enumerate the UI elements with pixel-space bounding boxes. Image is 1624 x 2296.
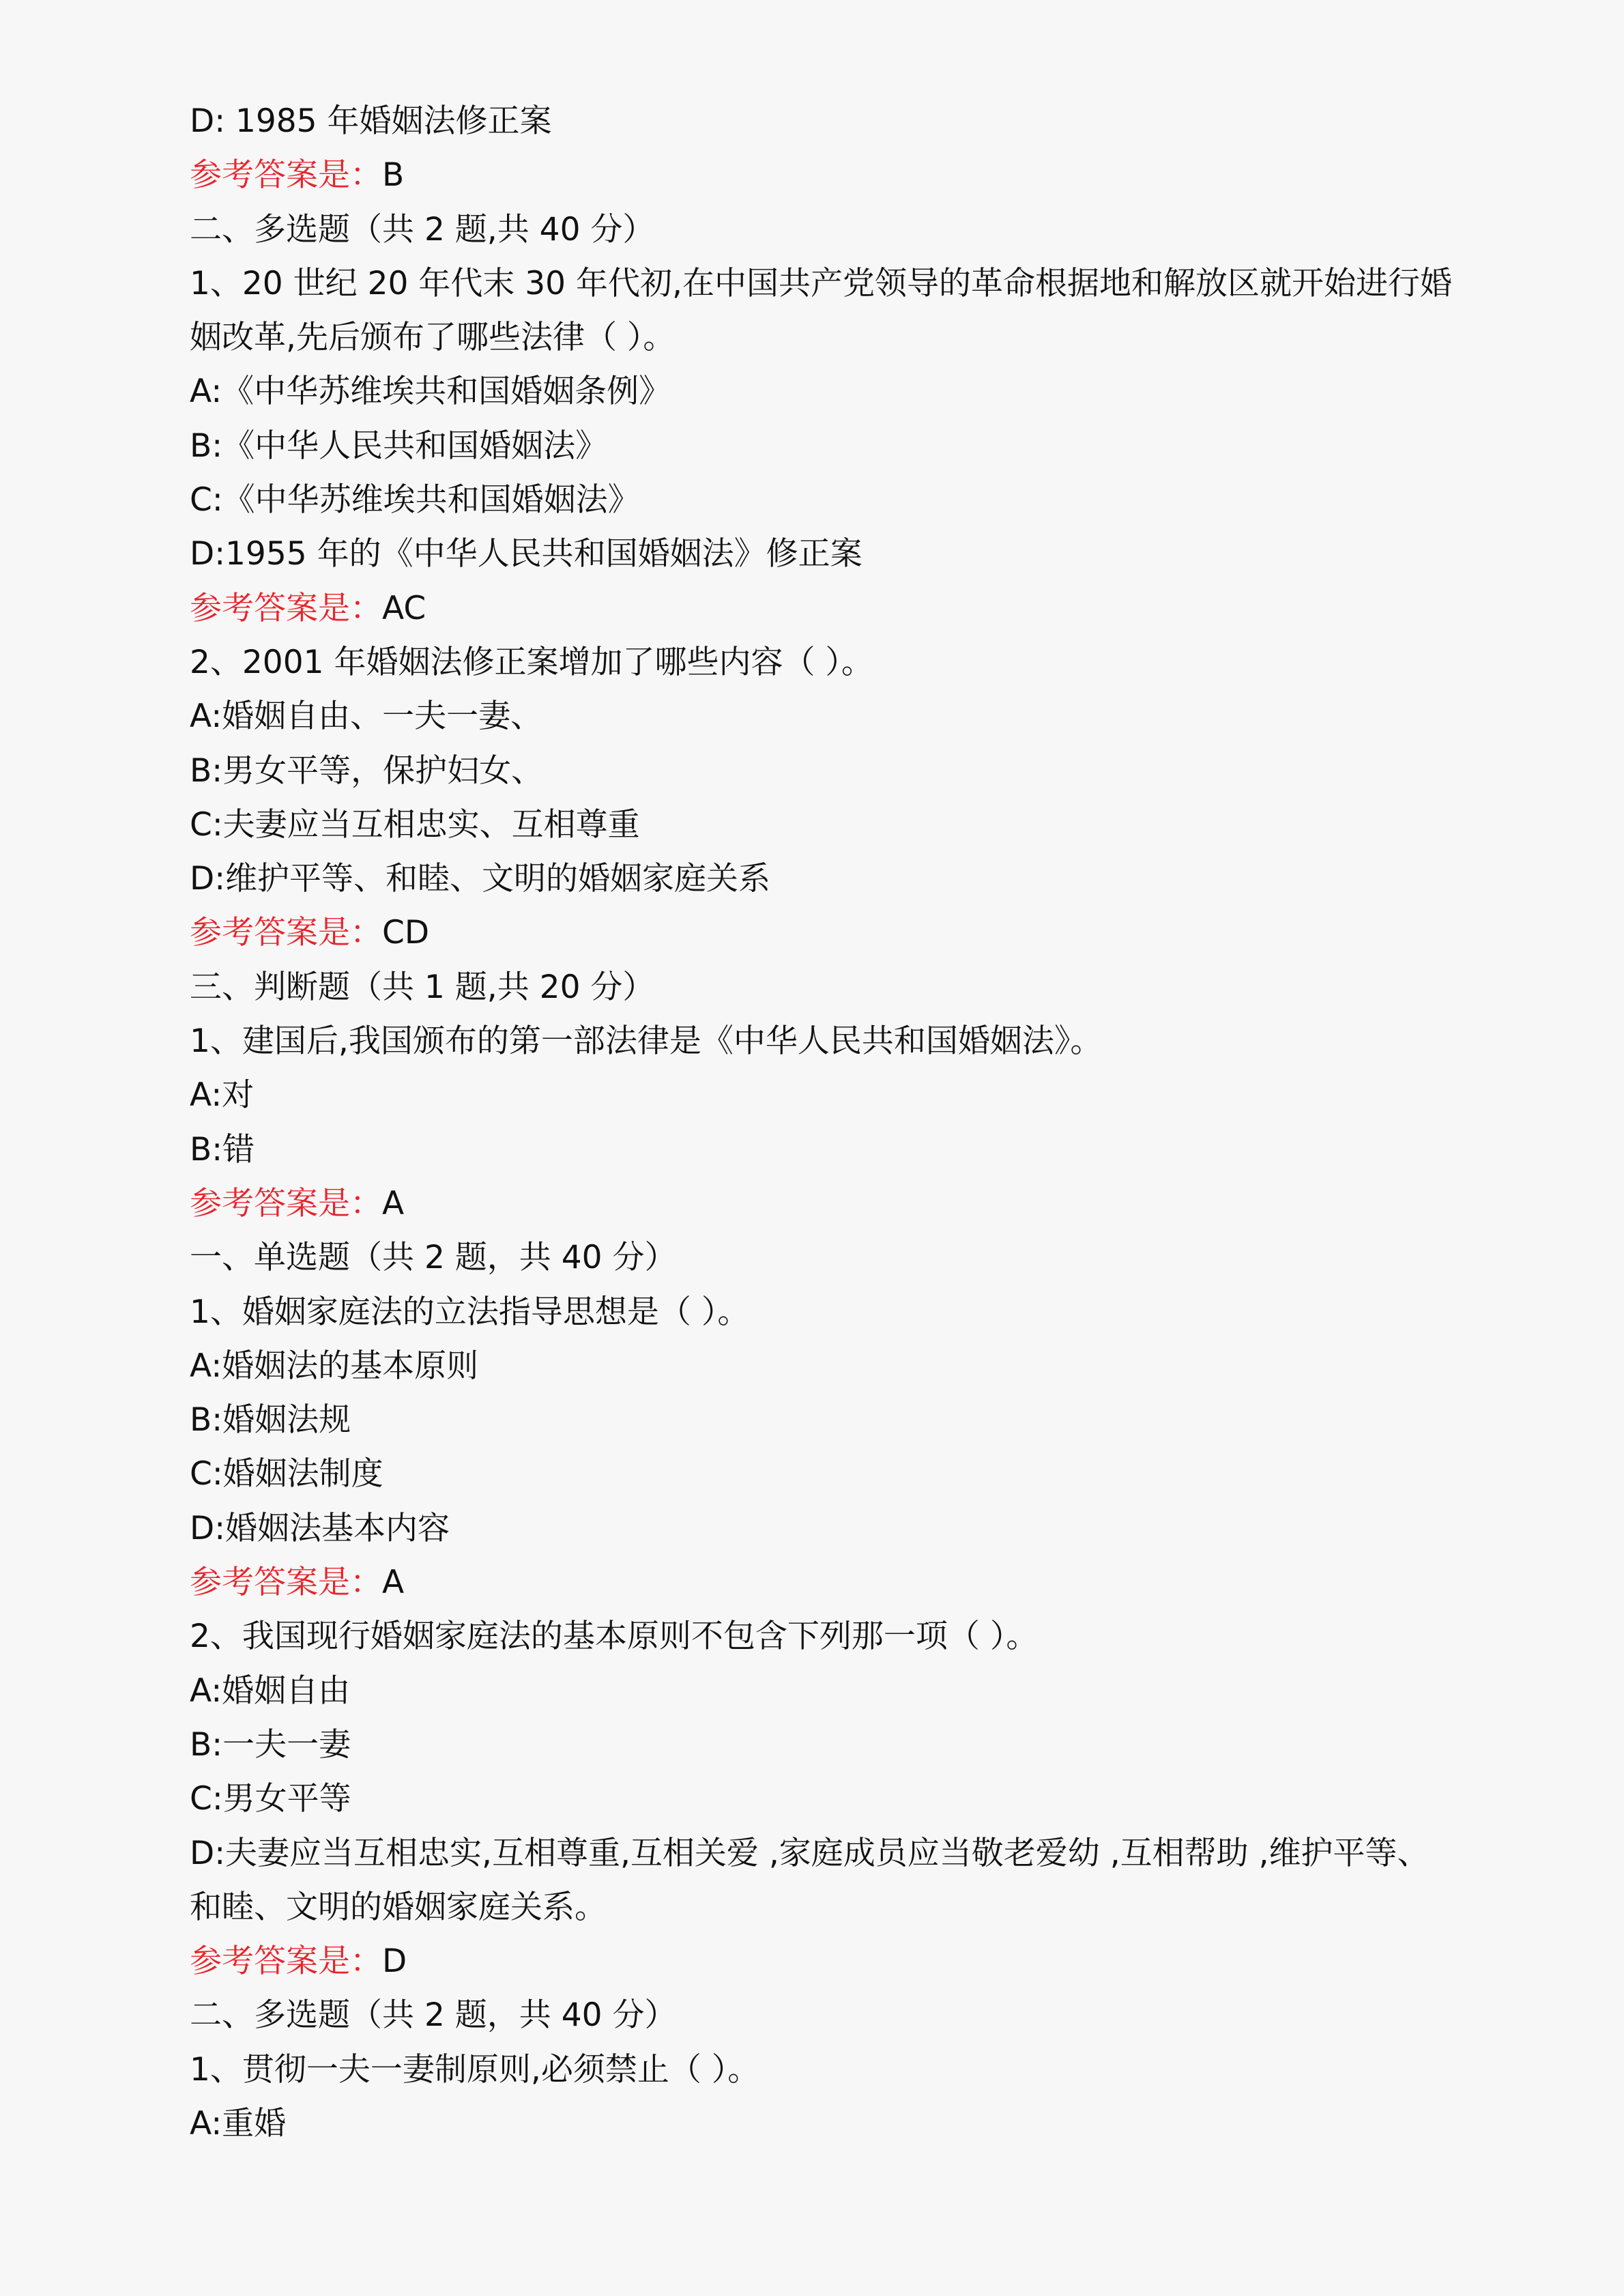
question-text: 2、我国现行婚姻家庭法的基本原则不包含下列那一项（ ）。 (190, 1618, 1039, 1656)
option-text: B:错 (190, 1130, 255, 1168)
option-text: B:一夫一妻 (190, 1725, 351, 1764)
option-text: C:夫妻应当互相忠实、互相尊重 (190, 805, 640, 844)
document-body (190, 94, 1459, 2151)
answer-value: B (382, 156, 405, 195)
answer-line (190, 1555, 1459, 1609)
answer-line (190, 906, 1459, 960)
answer-value: AC (382, 589, 426, 627)
option-text: 和睦、文明的婚姻家庭关系。 (190, 1888, 607, 1926)
option-text: C:婚姻法制度 (190, 1455, 383, 1493)
answer-label: 参考答案是： (190, 1564, 382, 1602)
option-text: A:重婚 (190, 2104, 287, 2142)
option-text: D: 1985 年婚姻法修正案 (190, 102, 552, 140)
answer-value: A (382, 1184, 405, 1222)
option-text: A:对 (190, 1076, 255, 1115)
section-heading: 二、多选题（共 2 题，共 40 分） (190, 1996, 677, 2035)
question-text: 2、2001 年婚姻法修正案增加了哪些内容（ ）。 (190, 643, 873, 681)
option-text: B:婚姻法规 (190, 1401, 351, 1439)
question-text: 姻改革,先后颁布了哪些法律（ ）。 (190, 319, 676, 357)
option-text: C:《中华苏维埃共和国婚姻法》 (190, 481, 640, 519)
answer-line (190, 582, 1459, 635)
answer-line (190, 148, 1459, 202)
section-heading: 二、多选题（共 2 题,共 40 分） (190, 210, 655, 248)
answer-line (190, 1177, 1459, 1231)
answer-value: CD (382, 914, 430, 952)
answer-line (190, 1934, 1459, 1988)
option-text: D:1955 年的《中华人民共和国婚姻法》修正案 (190, 535, 862, 573)
answer-value: A (382, 1564, 405, 1602)
option-text: B:《中华人民共和国婚姻法》 (190, 427, 608, 465)
answer-label: 参考答案是： (190, 156, 382, 195)
option-text: D:维护平等、和睦、文明的婚姻家庭关系 (190, 860, 771, 898)
option-text: D:夫妻应当互相忠实,互相尊重,互相关爱 ,家庭成员应当敬老爱幼 ,互相帮助 ,维护平等、 (190, 1834, 1430, 1872)
question-text: 1、婚姻家庭法的立法指导思想是（ ）。 (190, 1293, 750, 1331)
question-text: 1、贯彻一夫一妻制原则,必须禁止（ ）。 (190, 2050, 760, 2089)
section-heading: 一、单选题（共 2 题，共 40 分） (190, 1239, 677, 1277)
answer-label: 参考答案是： (190, 1184, 382, 1222)
option-text: A:婚姻自由 (190, 1671, 351, 1710)
answer-label: 参考答案是： (190, 914, 382, 952)
answer-value: D (382, 1942, 407, 1981)
answer-label: 参考答案是： (190, 1942, 382, 1981)
section-heading: 三、判断题（共 1 题,共 20 分） (190, 968, 655, 1006)
option-text: A:婚姻法的基本原则 (190, 1347, 479, 1385)
option-text: C:男女平等 (190, 1780, 351, 1818)
answer-label: 参考答案是： (190, 589, 382, 627)
option-text: A:《中华苏维埃共和国婚姻条例》 (190, 373, 671, 411)
question-text: 1、建国后,我国颁布的第一部法律是《中华人民共和国婚姻法》。 (190, 1022, 1103, 1061)
option-text: B:男女平等，保护妇女、 (190, 751, 544, 790)
option-text: A:婚姻自由、一夫一妻、 (190, 698, 543, 736)
option-text: D:婚姻法基本内容 (190, 1509, 450, 1547)
question-text: 1、20 世纪 20 年代末 30 年代初,在中国共产党领导的革命根据地和解放区就开始进行婚 (190, 264, 1452, 302)
